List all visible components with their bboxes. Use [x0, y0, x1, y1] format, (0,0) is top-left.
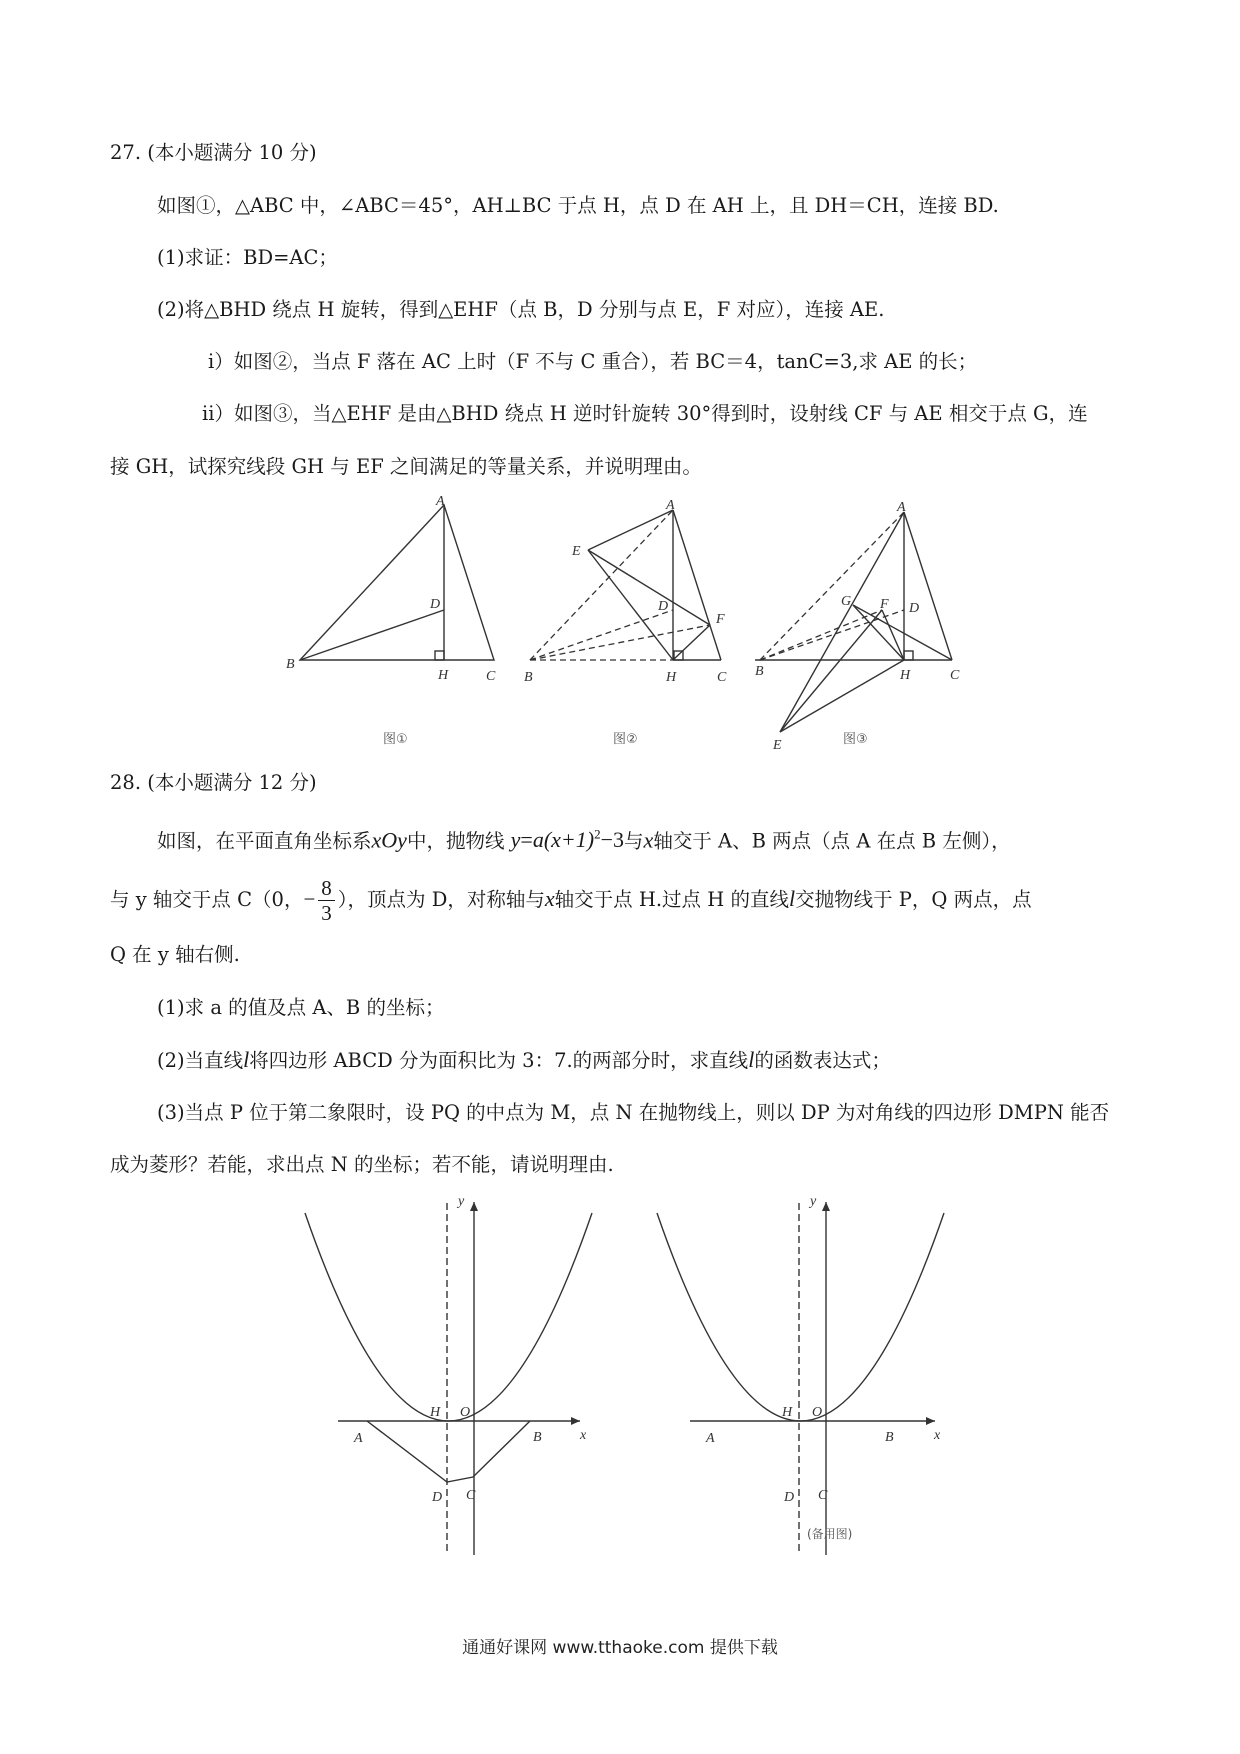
graph1-label-x: x: [580, 1428, 587, 1443]
q28-intro-post2: 轴交于 A、B 两点（点 A 在点 B 左侧），: [653, 829, 1011, 853]
fig1-label-a: A: [436, 494, 445, 509]
fig3-label-g: G: [841, 594, 852, 609]
q27-header: 27. (本小题满分 10 分): [110, 141, 317, 164]
fraction-denominator: 3: [321, 901, 332, 925]
fig3-label-f: F: [880, 597, 889, 612]
formula-a: a: [532, 827, 544, 853]
q27-part1: (1)求证：BD=AC；: [157, 246, 338, 269]
q28-intro-mid: 中，抛物线: [406, 829, 505, 853]
fig2-label-d: D: [658, 599, 669, 614]
l-var: l: [788, 886, 796, 911]
formula-body: (x+1): [543, 827, 595, 853]
backup-caption: (备用图): [807, 1527, 853, 1541]
q28-part1: (1)求 a 的值及点 A、B 的坐标；: [157, 996, 445, 1019]
fig2-label-a: A: [666, 498, 675, 513]
fraction-8-3: [318, 876, 335, 925]
xoy-var: xOy: [371, 827, 407, 853]
fig2-label-b: B: [524, 670, 533, 685]
q28-header: 28. (本小题满分 12 分): [110, 771, 317, 794]
q27-part2ii-line1: ⅱ）如图③，当△EHF 是由△BHD 绕点 H 逆时针旋转 30°得到时，设射线 CF 与 AE 相交于点 G，连: [202, 402, 1088, 425]
fig3-label-c: C: [950, 668, 960, 683]
parabola-formula: [511, 827, 624, 852]
fig2-caption: 图②: [613, 732, 638, 747]
q28-intro-b-pre: 与 y 轴交于点 C（0，: [110, 888, 304, 911]
fig3-label-b: B: [755, 664, 764, 679]
q28-part2-post: 的函数表达式；: [754, 1049, 891, 1072]
l-var-2: l: [243, 1047, 250, 1072]
fig1-label-h: H: [438, 668, 449, 683]
graph1-label-c: C: [466, 1488, 476, 1503]
fig3-label-a: A: [897, 500, 906, 515]
frac-sign: −: [303, 887, 316, 911]
graph2-label-d: D: [784, 1490, 795, 1505]
fig3-label-e: E: [773, 738, 782, 753]
graph1-label-o: O: [460, 1405, 471, 1420]
fig1-label-c: C: [486, 669, 496, 684]
graph2-label-h: H: [782, 1405, 793, 1420]
q28-part3-line1: (3)当点 P 位于第二象限时，设 PQ 的中点为 M，点 N 在抛物线上，则以 DP 为对角线的四边形 DMPN 能否: [157, 1101, 1110, 1124]
q28-intro-b-post: 交抛物线于 P，Q 两点，点: [795, 888, 1032, 911]
graph2-label-x: x: [934, 1428, 941, 1443]
fig2-label-e: E: [572, 544, 581, 559]
fig1-caption: 图①: [383, 732, 408, 747]
fig1-label-d: D: [430, 597, 441, 612]
graph2-label-o: O: [812, 1405, 823, 1420]
fig1-label-b: B: [286, 657, 295, 672]
graph1-label-h: H: [430, 1405, 441, 1420]
fig3-label-d: D: [909, 601, 920, 616]
q28-intro-line3: Q 在 y 轴右侧.: [110, 943, 240, 966]
graph2-label-a: A: [706, 1431, 715, 1446]
page-footer: 通通好课网 www.tthaoke.com 提供下载: [462, 1638, 778, 1658]
fig2-label-f: F: [716, 612, 725, 627]
q28-part2: [157, 1047, 891, 1074]
fig3-caption: 图③: [843, 732, 868, 747]
q27-intro: 如图①，△ABC 中，∠ABC＝45°，AH⊥BC 于点 H，点 D 在 AH 上，且 DH＝CH，连接 BD.: [157, 194, 999, 217]
x-var-2: x: [544, 886, 555, 911]
q28-part3-line2: 成为菱形？若能，求出点 N 的坐标；若不能，请说明理由.: [110, 1153, 614, 1176]
q28-part2-mid: 将四边形 ABCD 分为面积比为 3：7.的两部分时，求直线: [249, 1049, 749, 1072]
q27-part2ii-line2: 接 GH，试探究线段 GH 与 EF 之间满足的等量关系，并说明理由。: [110, 455, 702, 478]
q28-part2-pre: (2)当直线: [157, 1049, 244, 1072]
q28-intro-b-mid2: 轴交于点 H.过点 H 的直线: [554, 888, 789, 911]
graph2-label-c: C: [818, 1488, 828, 1503]
q28-intro-pre: 如图，在平面直角坐标系: [157, 829, 372, 853]
graph1-label-b: B: [533, 1430, 542, 1445]
formula-exponent: 2: [594, 827, 601, 842]
q28-intro-line1: [157, 822, 1011, 854]
graph1-label-a: A: [354, 1431, 363, 1446]
l-var-3: l: [748, 1047, 755, 1072]
fig2-label-h: H: [666, 670, 677, 685]
graph1-label-y: y: [458, 1194, 465, 1209]
formula-eq: =: [520, 827, 533, 853]
q27-part2: (2)将△BHD 绕点 H 旋转，得到△EHF（点 B，D 分别与点 E，F 对应），连接 AE.: [157, 298, 885, 321]
q28-intro-post1: 与: [624, 829, 644, 853]
x-var: x: [643, 827, 654, 853]
fig3-label-h: H: [900, 668, 911, 683]
fig2-label-c: C: [717, 670, 727, 685]
graph1-label-d: D: [432, 1490, 443, 1505]
q27-part2i: ⅰ）如图②，当点 F 落在 AC 上时（F 不与 C 重合），若 BC＝4，tanC=3,求 AE 的长；: [208, 350, 978, 373]
graph2-label-y: y: [810, 1194, 817, 1209]
fraction-numerator: 8: [318, 876, 335, 901]
formula-y: y: [510, 827, 521, 853]
q28-intro-b-mid: ），顶点为 D，对称轴与: [337, 888, 545, 911]
formula-tail: −3: [600, 827, 625, 853]
q28-intro-line2: [110, 876, 1032, 925]
graph2-label-b: B: [885, 1430, 894, 1445]
